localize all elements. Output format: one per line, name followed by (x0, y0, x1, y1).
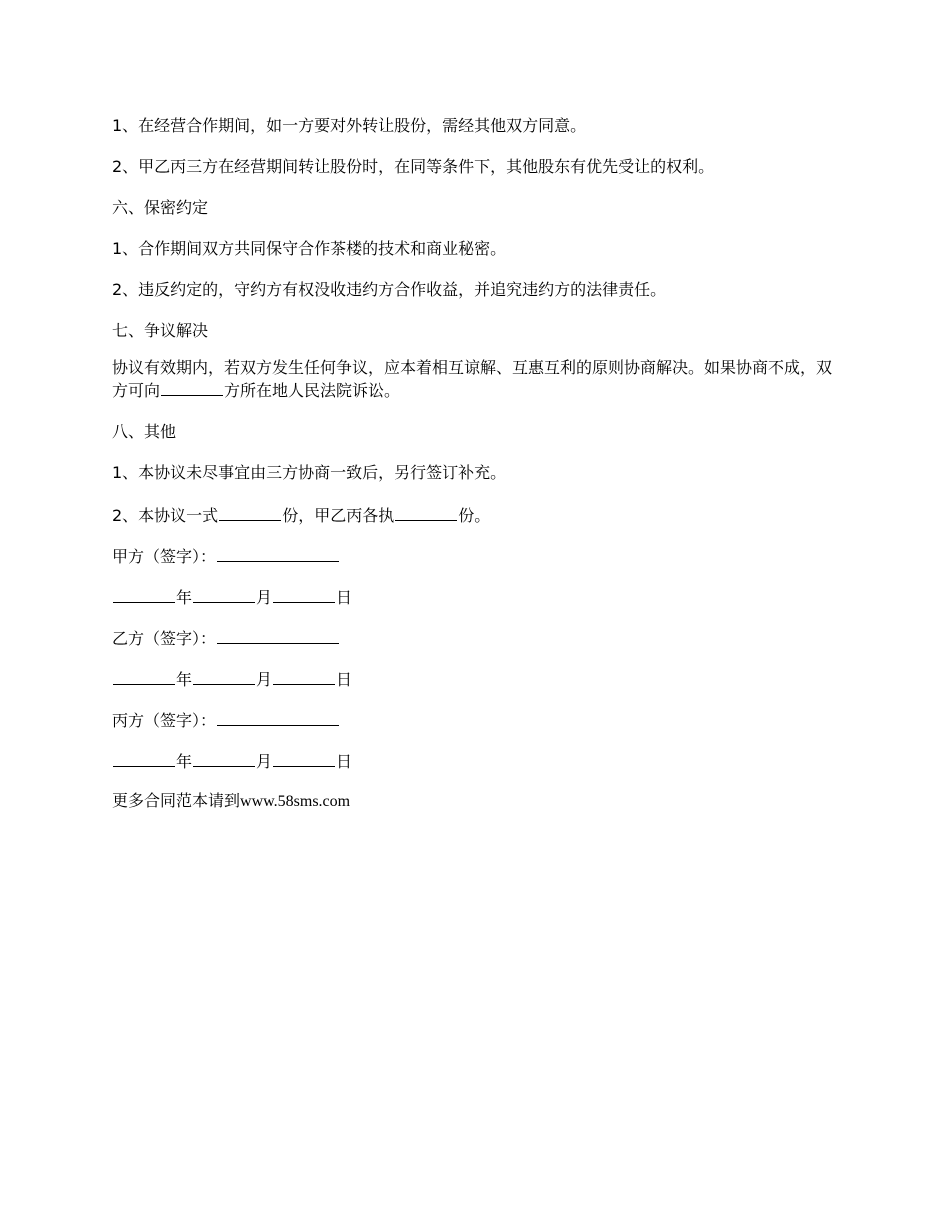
day-blank (273, 750, 335, 767)
clause-transfer-consent: 1、在经营合作期间，如一方要对外转让股份，需经其他双方同意。 (112, 116, 587, 135)
date-line-a (112, 586, 352, 608)
signature-party-b (112, 627, 340, 649)
section-heading-other: 八、其他 (112, 422, 177, 441)
clause-copies (112, 504, 490, 526)
day-label: 日 (336, 752, 353, 771)
copies-text-b: 份，甲乙丙各执 (282, 506, 395, 525)
clause-breach-liability: 2、违反约定的，守约方有权没收违约方合作收益，并追究违约方的法律责任。 (112, 280, 667, 299)
clause-keep-secrets: 1、合作期间双方共同保守合作茶楼的技术和商业秘密。 (112, 239, 507, 258)
copies-each-blank (395, 504, 457, 521)
section-heading-dispute: 七、争议解决 (112, 321, 209, 340)
court-location-blank (161, 379, 223, 396)
date-line-c (112, 750, 352, 772)
date-line-b (112, 668, 352, 690)
footer-text: 更多合同范本请到 (112, 791, 241, 810)
month-label: 月 (256, 752, 273, 771)
year-label: 年 (176, 670, 193, 689)
signature-label-b: 乙方（签字）： (112, 629, 217, 648)
month-blank (193, 668, 255, 685)
clause-transfer-priority: 2、甲乙丙三方在经营期间转让股份时，在同等条件下，其他股东有优先受让的权利。 (112, 157, 715, 176)
footer-note (112, 791, 350, 812)
copies-text-c: 份。 (458, 506, 491, 525)
signature-label-a: 甲方（签字）： (112, 547, 217, 566)
signature-blank-b (217, 627, 339, 644)
day-blank (273, 668, 335, 685)
footer-link[interactable]: www.58sms.com (240, 793, 351, 810)
copies-text-a: 2、本协议一式 (112, 506, 219, 525)
signature-blank-c (217, 709, 339, 726)
day-label: 日 (336, 670, 353, 689)
section-heading-confidentiality: 六、保密约定 (112, 198, 209, 217)
signature-label-c: 丙方（签字）： (112, 711, 217, 730)
year-label: 年 (176, 752, 193, 771)
day-blank (273, 586, 335, 603)
clause-supplement: 1、本协议未尽事宜由三方协商一致后，另行签订补充。 (112, 463, 507, 482)
month-blank (193, 586, 255, 603)
signature-party-a (112, 545, 340, 567)
month-label: 月 (256, 670, 273, 689)
month-blank (193, 750, 255, 767)
year-blank (113, 668, 175, 685)
dispute-paragraph (112, 357, 847, 402)
signature-blank-a (217, 545, 339, 562)
day-label: 日 (336, 588, 353, 607)
dispute-text-after: 方所在地人民法院诉讼。 (224, 381, 401, 400)
month-label: 月 (256, 588, 273, 607)
copies-count-blank (219, 504, 281, 521)
signature-party-c (112, 709, 340, 731)
year-label: 年 (176, 588, 193, 607)
year-blank (113, 750, 175, 767)
dispute-text-before: 协议有效期内，若双方发生任何争议，应本着相互谅解、互惠互利的原则协商解决。如果协商不成，双方可向 (112, 358, 833, 400)
year-blank (113, 586, 175, 603)
